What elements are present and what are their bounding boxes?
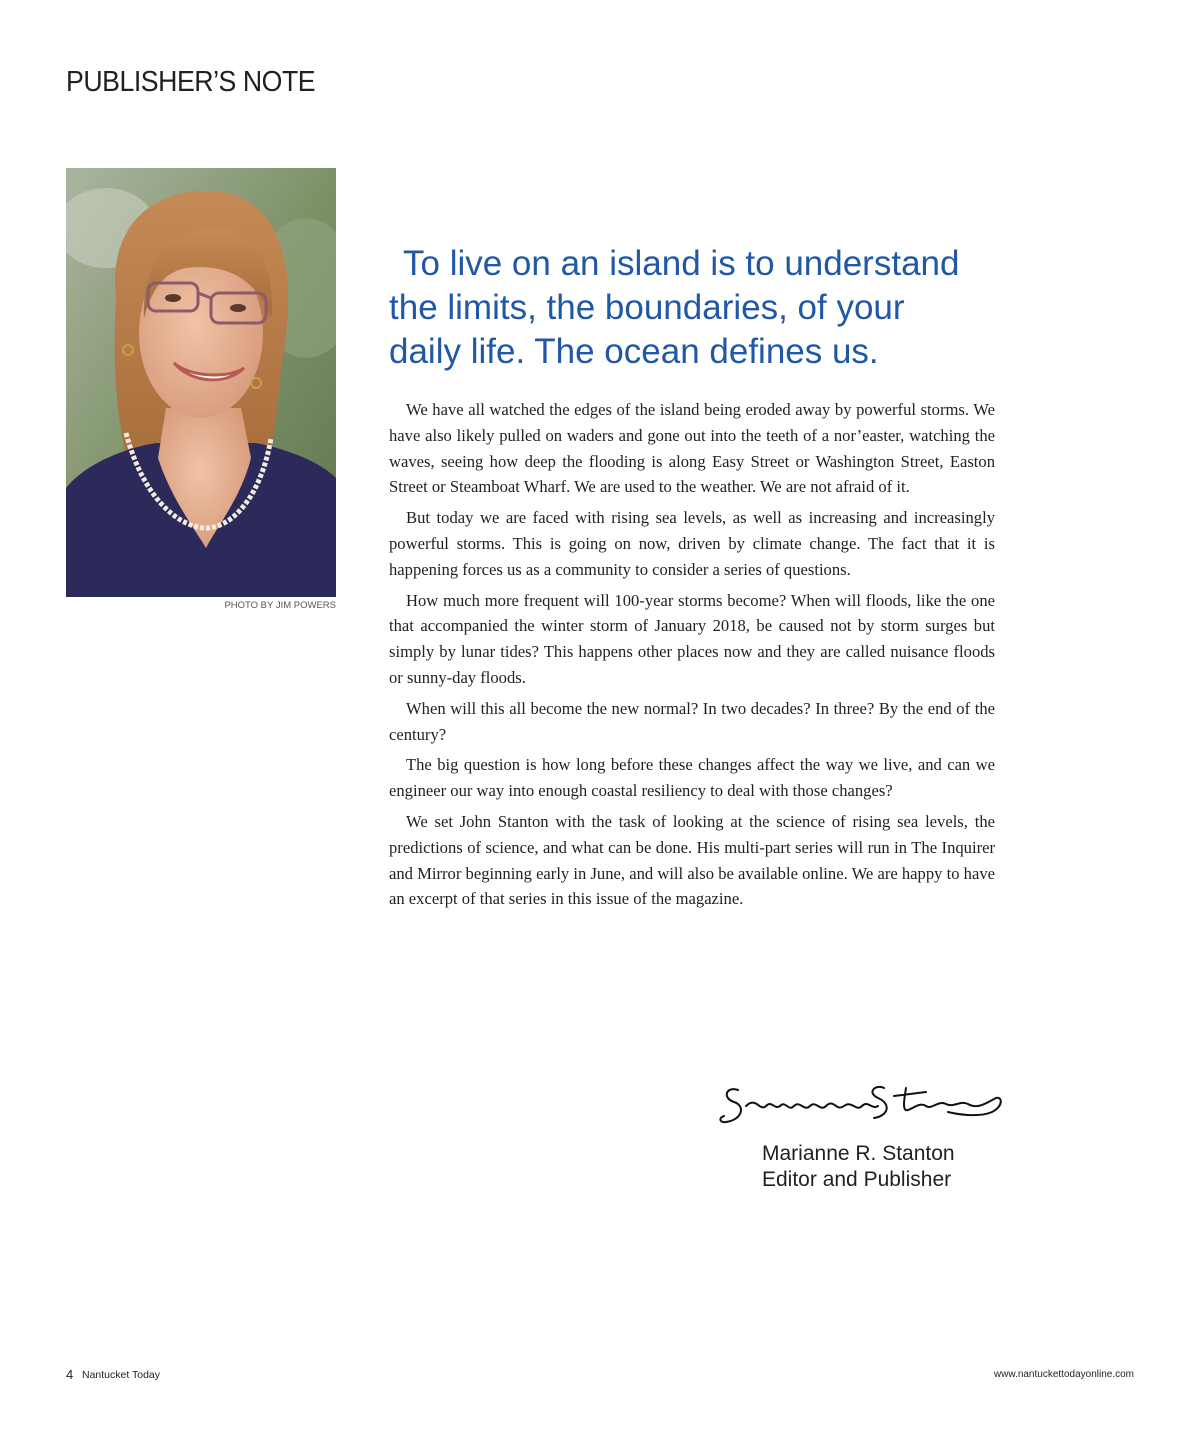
pull-quote-line: the limits, the boundaries, of your: [389, 288, 905, 327]
magazine-name: Nantucket Today: [82, 1369, 161, 1381]
footer-url: www.nantuckettodayonline.com: [993, 1369, 1134, 1380]
body-paragraph: The big question is how long before these changes affect the way we live, and can we engineer our way into enough coastal resiliency to deal with those changes?: [389, 755, 995, 801]
signatory-name: Marianne R. Stanton: [762, 1142, 955, 1165]
pull-quote: [389, 242, 1009, 374]
article-body: [389, 397, 995, 917]
signatory-title: Editor and Publisher: [762, 1168, 952, 1191]
section-title: PUBLISHER’S NOTE: [66, 66, 316, 98]
pull-quote-line: To live on an island is to understand: [403, 244, 960, 283]
body-paragraph: But today we are faced with rising sea levels, as well as increasing and increasingly powerful storms. This is going on now, driven by climate change. The fact that it is happening forces us as a community to consider a series of questions.: [389, 508, 995, 579]
handwritten-signature: [716, 1078, 1008, 1134]
photo-credit: PHOTO BY JIM POWERS: [224, 600, 336, 611]
body-paragraph: We set John Stanton with the task of looking at the science of rising sea levels, the predictions of science, and what can be done. His multi-part series will run in The Inquirer and Mirror beginning early in June, and will also be available online. We are happy to have an excerpt of that series in this issue of the magazine.: [389, 811, 995, 909]
page-number: 4: [66, 1367, 74, 1382]
portrait-photo: [66, 168, 336, 597]
body-paragraph: We have all watched the edges of the island being eroded away by powerful storms. We have also likely pulled on waders and gone out into the teeth of a nor’easter, watching the waves, seeing how deep the flooding is along Easy Street or Washington Street, Easton Street or Steamboat Wharf. We are used to the weather. We are not afraid of it.: [389, 400, 995, 497]
pull-quote-line: daily life. The ocean defines us.: [389, 332, 879, 371]
body-paragraph: How much more frequent will 100-year storms become? When will floods, like the one that accompanied the winter storm of January 2018, be caused not by storm surges but simply by lunar tides? This happens other places now and they are called nuisance floods or sunny-day floods.: [389, 590, 995, 687]
body-paragraph: When will this all become the new normal? In two decades? In three? By the end of the century?: [389, 698, 995, 744]
